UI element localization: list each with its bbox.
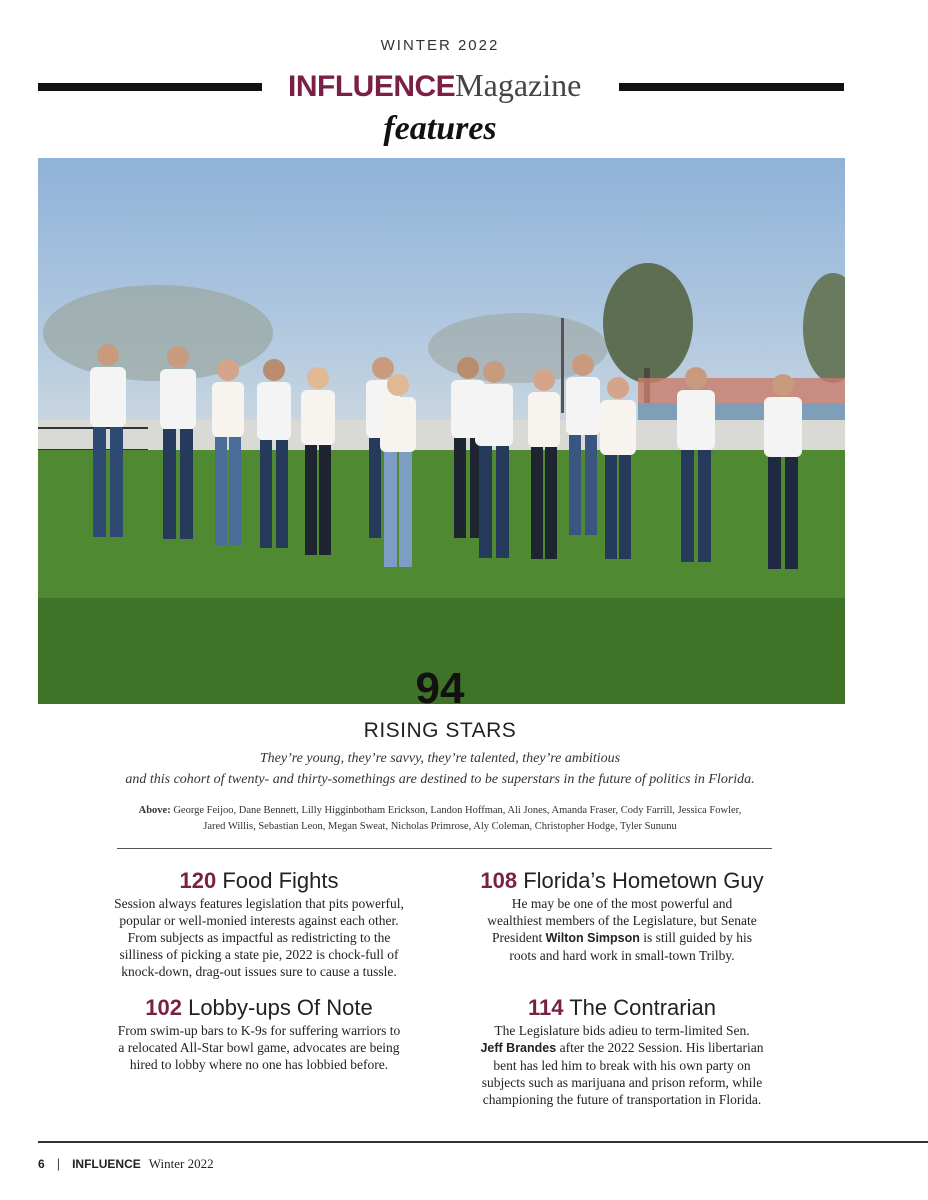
feature-body-line: From swim-up bars to K-9s for suffering warriors to [117,1023,401,1038]
page-footer [38,1156,214,1172]
feature-body-line: Session always features legislation that pits powerful, [114,896,404,911]
footer-issue: Winter 2022 [148,1156,214,1171]
footer-rule [38,1141,928,1143]
feature-body-text: after the 2022 Session. His libertarian [556,1040,764,1055]
caption-label: Above: [138,805,171,816]
feature-body-line: silliness of picking a state pie, 2022 is chock-full of [119,947,399,962]
feature-contrarian[interactable] [452,994,792,1108]
masthead-suffix: Magazine [455,67,582,103]
section-divider [117,848,772,849]
feature-body-line: roots and hard work in small-town Trilby. [509,948,735,963]
issue-label: WINTER 2022 [380,37,500,54]
feature-page-number: 120 [179,868,217,893]
rising-stars-photo [38,158,845,704]
feature-title-text: The Contrarian [569,995,716,1020]
feature-body-line: subjects such as marijuana and prison reform, while [481,1075,763,1090]
feature-body-line: He may be one of the most powerful and [511,896,733,911]
feature-body-text: is still guided by his [639,930,753,945]
feature-title [89,867,429,895]
feature-title [89,994,429,1022]
person-name: Wilton Simpson [545,931,640,945]
feature-title [452,994,792,1022]
feature-title-text: Food Fights [222,868,339,893]
caption-line1: George Feijoo, Dane Bennett, Lilly Higginbotham Erickson, Landon Hoffman, Ali Jones, Amanda Fraser, Cody Farrill, Jessica Fowler, [173,805,742,816]
feature-page-number: 102 [145,995,182,1020]
feature-lobby-ups[interactable] [89,994,429,1073]
feature-title [452,867,792,895]
group-photo-illustration [38,158,845,704]
feature-page-number: 114 [528,995,564,1020]
masthead-rule-left [38,83,262,91]
feature-body-line: knock-down, drag-out issues sure to cause a tussle. [121,964,397,979]
cover-story-subtitle-line1: They’re young, they’re savvy, they’re talented, they’re ambitious [259,751,621,766]
feature-body-line [452,1039,792,1057]
cover-story-page-number: 94 [415,664,465,713]
cover-story-subtitle [90,748,790,790]
feature-body-line: The Legislature bids adieu to term-limited Sen. [494,1023,750,1038]
cover-story-subtitle-line2: and this cohort of twenty- and thirty-somethings are destined to be superstars in the future of politics in Florida. [125,772,755,787]
feature-body-line [452,929,792,947]
footer-separator: | [56,1156,61,1171]
masthead [288,66,608,106]
feature-body-line: hired to lobby where no one has lobbied before. [129,1057,389,1072]
feature-body [452,1022,792,1108]
person-name: Jeff Brandes [480,1041,557,1055]
cover-story-title: RISING STARS [363,719,517,742]
feature-food-fights[interactable] [89,867,429,980]
feature-body-line: wealthiest members of the Legislature, but Senate [487,913,757,928]
feature-body [452,895,792,964]
feature-body-line: a relocated All-Star bowl game, advocates are being [118,1040,400,1055]
feature-title-text: Florida’s Hometown Guy [523,868,764,893]
feature-page-number: 108 [480,868,518,893]
feature-body [89,895,429,980]
feature-title-text: Lobby-ups Of Note [188,995,373,1020]
section-title: features [383,110,497,147]
footer-page-number: 6 [38,1157,45,1171]
feature-body-line: From subjects as impactful as redistricting to the [127,930,391,945]
feature-body [89,1022,429,1073]
caption-line2: Jared Willis, Sebastian Leon, Megan Sweat, Nicholas Primrose, Aly Coleman, Christopher Hodge, Tyler Sununu [203,821,677,832]
feature-body-line: bent has led him to break with his own party on [493,1058,751,1073]
feature-body-line: popular or well-monied interests against each other. [119,913,399,928]
feature-body-line: championing the future of transportation in Florida. [482,1092,762,1107]
feature-hometown-guy[interactable] [452,867,792,964]
feature-body-text: President [491,930,546,945]
masthead-rule-right [619,83,844,91]
footer-brand: INFLUENCE [72,1157,141,1171]
masthead-brand: INFLUENCE [288,70,456,103]
photo-caption [110,803,770,835]
